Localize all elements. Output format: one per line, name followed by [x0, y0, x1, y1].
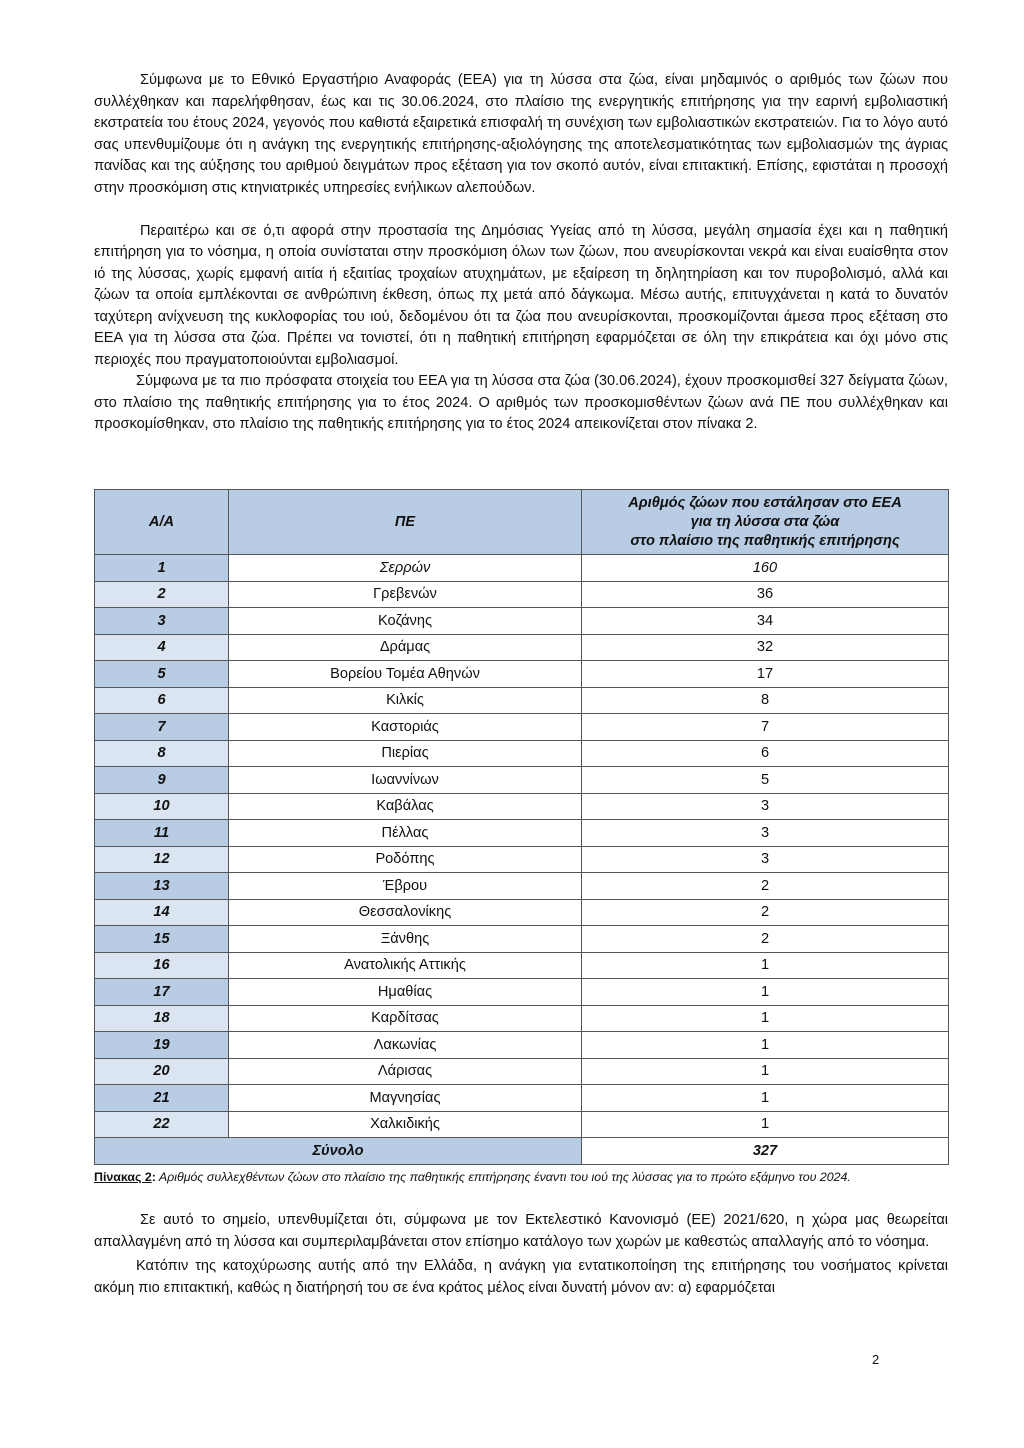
row-unit: Ημαθίας — [229, 979, 582, 1006]
table-row — [95, 846, 949, 873]
row-count: 2 — [582, 899, 949, 926]
row-index: 20 — [95, 1058, 229, 1085]
row-index: 19 — [95, 1032, 229, 1059]
table-row — [95, 767, 949, 794]
row-count: 1 — [582, 1005, 949, 1032]
row-index: 7 — [95, 714, 229, 741]
row-unit: Δράμας — [229, 634, 582, 661]
row-count: 17 — [582, 661, 949, 688]
row-unit: Ιωαννίνων — [229, 767, 582, 794]
row-index: 16 — [95, 952, 229, 979]
row-count: 2 — [582, 873, 949, 900]
row-unit: Λάρισας — [229, 1058, 582, 1085]
header-count-line1: Αριθμός ζώων που εστάλησαν στο ΕΕΑ — [628, 494, 902, 511]
row-unit: Κιλκίς — [229, 687, 582, 714]
row-index: 1 — [95, 555, 229, 582]
row-unit: Χαλκιδικής — [229, 1111, 582, 1138]
page-number: 2 — [872, 1352, 880, 1367]
row-unit: Ροδόπης — [229, 846, 582, 873]
row-index: 3 — [95, 608, 229, 635]
table-total-row — [95, 1138, 949, 1165]
paragraph-active-surveillance: Σύμφωνα με το Εθνικό Εργαστήριο Αναφοράς (ΕΕΑ) για τη λύσσα στα ζώα, είναι μηδαμινός ο αριθμός των ζώων που συλλέχθηκαν και παρελήφθησαν, έως και τις 30.06.2024, στο πλαίσιο της ενεργητικής επιτήρησης για την εαρινή εμβολιαστική εκστρατεία του έτους 2024, γεγονός που καθιστά εξαιρετικά επισφαλή τη συνέχιση των εμβολιαστικών εκστρατειών. Για το λόγο αυτό σας υπενθυμίζουμε ότι η ανάγκη της ενεργητικής επιτήρησης-αξιολόγησης της αποτελεσματικότητας των εμβολιασμών της άγριας πανίδας και της αύξησης του αριθμού δειγμάτων προς εξέταση για τον σκοπό αυτόν, είναι επιτακτική. Επίσης, εφιστάται η προσοχή στην προσκόμιση στις κτηνιατρικές υπηρεσίες ενήλικων αλεπούδων. — [94, 72, 948, 196]
row-unit: Ανατολικής Αττικής — [229, 952, 582, 979]
row-count: 1 — [582, 1032, 949, 1059]
table-row — [95, 740, 949, 767]
row-index: 10 — [95, 793, 229, 820]
row-index: 11 — [95, 820, 229, 847]
row-index: 22 — [95, 1111, 229, 1138]
row-index: 14 — [95, 899, 229, 926]
table-header-row — [95, 490, 949, 555]
row-unit: Έβρου — [229, 873, 582, 900]
header-count — [582, 490, 949, 555]
row-unit: Βορείου Τομέα Αθηνών — [229, 661, 582, 688]
row-index: 12 — [95, 846, 229, 873]
table-row — [95, 1111, 949, 1138]
row-index: 4 — [95, 634, 229, 661]
row-index: 15 — [95, 926, 229, 953]
row-unit: Ξάνθης — [229, 926, 582, 953]
row-count: 1 — [582, 1058, 949, 1085]
table-row — [95, 714, 949, 741]
row-unit: Καρδίτσας — [229, 1005, 582, 1032]
row-index: 13 — [95, 873, 229, 900]
paragraph-rabies-free-status: Σε αυτό το σημείο, υπενθυμίζεται ότι, σύμφωνα με τον Εκτελεστικό Κανονισμό (ΕΕ) 2021/620, η χώρα μας θεωρείται απαλλαγμένη από τη λύσσα και συμπεριλαμβάνεται στον επίσημο κατάλογο των χωρών με καθεστώς απαλλαγής από το νόσημα. — [94, 1212, 948, 1250]
caption-label: Πίνακας 2 — [94, 1170, 152, 1184]
table-row — [95, 555, 949, 582]
paragraph-passive-surveillance: Περαιτέρω και σε ό,τι αφορά στην προστασία της Δημόσιας Υγείας από τη λύσσα, μεγάλη σημασία έχει και η παθητική επιτήρηση για το νόσημα, η οποία συνίσταται στην προσκόμιση όλων των ζώων, που ανευρίσκονται νεκρά και είναι ευαίσθητα στον ιό της λύσσας, χωρίς εμφανή αιτία ή εξαιτίας τροχαίων ατυχημάτων, με εξαίρεση τη δηλητηρίαση και τον πυροβολισμό, αλλά και ζώων τα οποία εμπλέκονται σε ανθρώπινη έκθεση, όπως πχ μετά από δάγκωμα. Μέσω αυτής, επιτυγχάνεται η κατά το δυνατόν ταχύτερη ανίχνευση της κυκλοφορίας του ιού, δεδομένου ότι τα ζώα που ανευρίσκονται, προσκομίζονται άμεσα προς εξέταση στο ΕΕΑ για τη λύσσα στα ζώα. Πρέπει να τονιστεί, ότι η παθητική επιτήρηση εφαρμόζεται σε όλη την επικράτεια και όχι μόνο στις περιοχές που πραγματοποιούνται εμβολιασμοί. — [94, 222, 948, 368]
row-count: 34 — [582, 608, 949, 635]
row-count: 3 — [582, 820, 949, 847]
row-count: 3 — [582, 846, 949, 873]
row-count: 160 — [582, 555, 949, 582]
table-row — [95, 926, 949, 953]
table-row — [95, 952, 949, 979]
row-count: 6 — [582, 740, 949, 767]
row-index: 21 — [95, 1085, 229, 1112]
row-index: 8 — [95, 740, 229, 767]
row-count: 1 — [582, 979, 949, 1006]
row-count: 1 — [582, 1085, 949, 1112]
row-count: 2 — [582, 926, 949, 953]
row-unit: Γρεβενών — [229, 581, 582, 608]
table-row — [95, 581, 949, 608]
header-count-line3: στο πλαίσιο της παθητικής επιτήρησης — [630, 532, 900, 549]
row-index: 9 — [95, 767, 229, 794]
table-row — [95, 873, 949, 900]
total-label: Σύνολο — [95, 1138, 582, 1165]
row-index: 5 — [95, 661, 229, 688]
samples-table — [94, 489, 949, 1165]
row-index: 2 — [95, 581, 229, 608]
row-unit: Θεσσαλονίκης — [229, 899, 582, 926]
paragraph-latest-data: Σύμφωνα με τα πιο πρόσφατα στοιχεία του ΕΕΑ για τη λύσσα στα ζώα (30.06.2024), έχουν προσκομισθεί 327 δείγματα ζώων, στο πλαίσιο της παθητικής επιτήρησης για το έτος 2024. Ο αριθμός των προσκομισθέντων ζώων ανά ΠΕ που συλλέχθηκαν και προσκομίσθηκαν, στο πλαίσιο της παθητικής επιτήρησης για το έτος 2024 απεικονίζεται στον πίνακα 2. — [94, 373, 948, 432]
table-row — [95, 1005, 949, 1032]
row-count: 36 — [582, 581, 949, 608]
row-unit: Πέλλας — [229, 820, 582, 847]
table-row — [95, 1032, 949, 1059]
table-body — [95, 555, 949, 1165]
header-unit: ΠΕ — [229, 490, 582, 555]
table-row — [95, 979, 949, 1006]
row-unit: Λακωνίας — [229, 1032, 582, 1059]
paragraph-intensified-surveillance: Κατόπιν της κατοχύρωσης αυτής από την Ελλάδα, η ανάγκη για εντατικοποίηση της επιτήρησης του νοσήματος κρίνεται ακόμη πιο επιτακτική, καθώς η διατήρησή του σε ένα κράτος μέλος είναι δυνατή μόνον αν: α) εφαρμόζεται — [94, 1258, 948, 1296]
body-text-top — [94, 70, 948, 436]
row-unit: Καβάλας — [229, 793, 582, 820]
row-index: 17 — [95, 979, 229, 1006]
total-value: 327 — [582, 1138, 949, 1165]
table-row — [95, 820, 949, 847]
row-count: 8 — [582, 687, 949, 714]
table-row — [95, 899, 949, 926]
row-count: 3 — [582, 793, 949, 820]
body-text-bottom — [94, 1210, 948, 1299]
caption-text: Αριθμός συλλεχθέντων ζώων στο πλαίσιο της παθητικής επιτήρησης έναντι του ιού της λύσσας για το πρώτο εξάμηνο του 2024. — [155, 1170, 851, 1184]
row-count: 32 — [582, 634, 949, 661]
table-row — [95, 1085, 949, 1112]
table-row — [95, 1058, 949, 1085]
row-count: 1 — [582, 1111, 949, 1138]
row-unit: Μαγνησίας — [229, 1085, 582, 1112]
table-row — [95, 687, 949, 714]
table-row — [95, 608, 949, 635]
row-index: 18 — [95, 1005, 229, 1032]
row-count: 1 — [582, 952, 949, 979]
table-caption — [94, 1170, 948, 1184]
table-row — [95, 661, 949, 688]
table-row — [95, 634, 949, 661]
table-row — [95, 793, 949, 820]
caption-colon: : — [151, 1170, 156, 1184]
row-unit: Καστοριάς — [229, 714, 582, 741]
row-count: 7 — [582, 714, 949, 741]
header-index: Α/Α — [95, 490, 229, 555]
row-unit: Πιερίας — [229, 740, 582, 767]
row-unit: Κοζάνης — [229, 608, 582, 635]
row-count: 5 — [582, 767, 949, 794]
row-index: 6 — [95, 687, 229, 714]
row-unit: Σερρών — [229, 555, 582, 582]
header-count-line2: για τη λύσσα στα ζώα — [690, 513, 840, 530]
